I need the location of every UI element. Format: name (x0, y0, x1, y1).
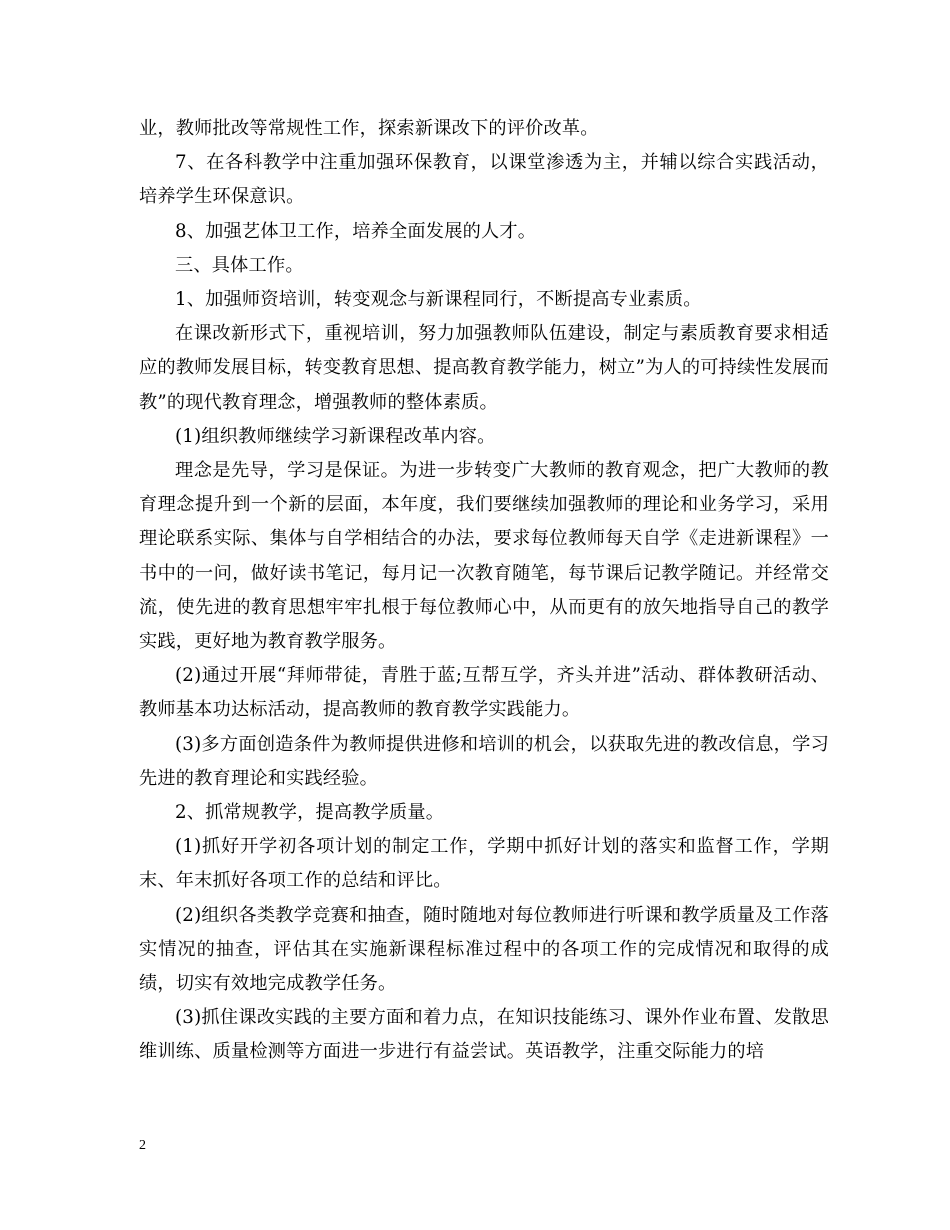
item-2-competitions: (2)组织各类教学竞赛和抽查，随时随地对每位教师进行听课和教学质量及工作落实情况的抽查，评估其在实施新课程标准过程中的各项工作的完成情况和取得的成绩，切实有效地完成教学任务。 (139, 904, 829, 995)
subheading-teacher-training: 1、加强师资培训，转变观念与新课程同行，不断提高专业素质。 (175, 289, 702, 311)
page-number: 2 (139, 1138, 146, 1153)
section-heading-specific-work: 三、具体工作。 (175, 254, 304, 276)
item-1-plans: (1)抓好开学初各项计划的制定工作，学期中抓好计划的落实和监督工作，学期末、年末抓好各项工作的总结和评比。 (139, 836, 829, 892)
paragraph-8: 理念是先导，学习是保证。为进一步转变广大教师的教育观念，把广大教师的教育理念提升到一个新的层面，本年度，我们要继续加强教师的理论和业务学习，采用理论联系实际、集体与自学相结合的办法，要求每位教师每天自学《走进新课程》一书中的一问，做好读书笔记，每月记一次教育随笔，每节课后记教学随记。并经常交流，使先进的教育思想牢牢扎根于每位教师心中，从而更有的放矢地指导自己的教学实践，更好地为教育教学服务。 (139, 460, 829, 653)
paragraph-6: 在课改新形式下，重视培训，努力加强教师队伍建设，制定与素质教育要求相适应的教师发展目标，转变教育思想、提高教育教学能力，树立”为人的可持续性发展而教”的现代教育理念，增强教师的整体素质。 (139, 323, 829, 413)
document-body (139, 112, 829, 1070)
item-2-mentoring-activities: (2)通过开展“拜师带徒，青胜于蓝;互帮互学，齐头并进”活动、群体教研活动、教师基本功达标活动，提高教师的教育教学实践能力。 (139, 665, 829, 721)
item-1-new-curriculum-study: (1)组织教师继续学习新课程改革内容。 (175, 425, 496, 447)
item-3-training-opportunities: (3)多方面创造条件为教师提供进修和培训的机会，以获取先进的教改信息，学习先进的教育理论和实践经验。 (139, 733, 829, 789)
paragraph-3: 8、加强艺体卫工作，培养全面发展的人才。 (175, 220, 537, 242)
item-3-curriculum-practice: (3)抓住课改实践的主要方面和着力点，在知识技能练习、课外作业布置、发散思维训练、质量检测等方面进一步进行有益尝试。英语教学，注重交际能力的培 (139, 1007, 829, 1063)
paragraph-1: 业，教师批改等常规性工作，探索新课改下的评价改革。 (139, 118, 599, 139)
paragraph-2: 7、在各科教学中注重加强环保教育，以课堂渗透为主，并辅以综合实践活动，培养学生环保意识。 (139, 152, 829, 208)
subheading-regular-teaching: 2、抓常规教学，提高教学质量。 (175, 802, 445, 824)
